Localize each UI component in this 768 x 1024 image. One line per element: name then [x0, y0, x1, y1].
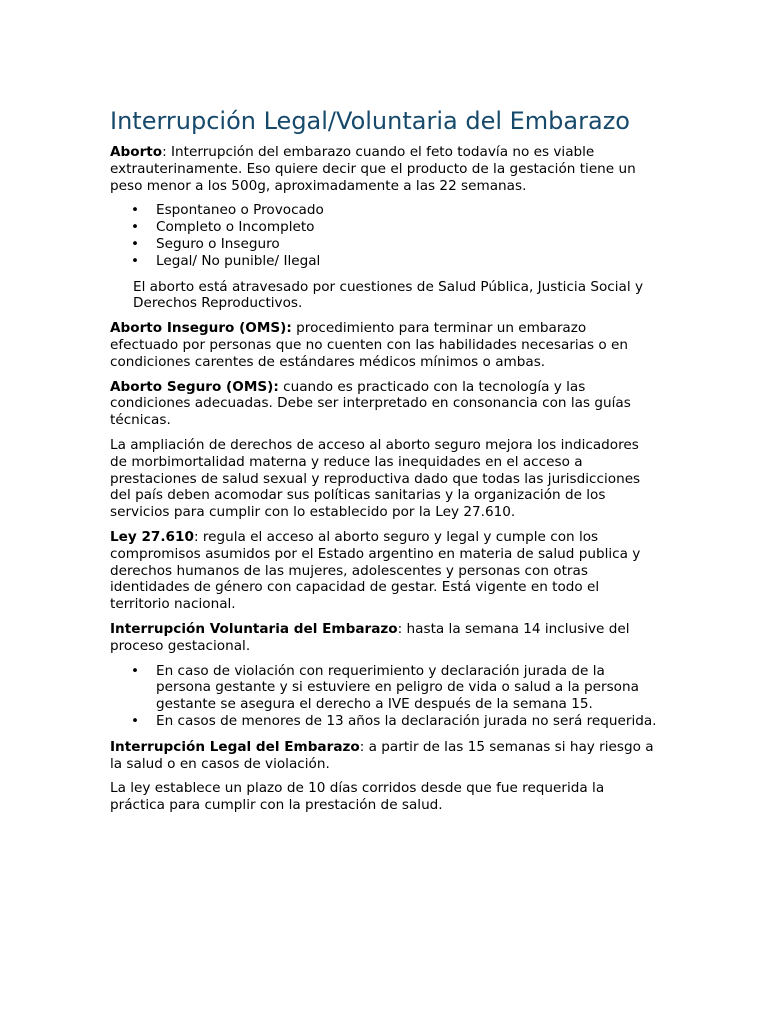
ive-conditions-list: [110, 663, 658, 730]
list-item-text: Seguro o Inseguro: [156, 235, 280, 252]
paragraph-plazo: La ley establece un plazo de 10 días corridos desde que fue requerida la práctica para cumplir con la prestación de salud.: [110, 780, 605, 814]
definition-ile-text: : a partir de las 15 semanas si hay riesgo a la salud o en casos de violación.: [110, 738, 654, 772]
abortion-types-list: [110, 202, 658, 269]
list-item: [110, 236, 658, 253]
list-item: [110, 663, 658, 713]
definition-ive-text: : hasta la semana 14 inclusive del proceso gestacional.: [110, 620, 630, 654]
list-item: [110, 219, 658, 236]
document-title: Interrupción Legal/Voluntaria del Embarazo: [110, 107, 630, 135]
list-item-text: Espontaneo o Provocado: [156, 202, 324, 219]
list-item: [110, 713, 658, 730]
list-item-text: Completo o Incompleto: [156, 219, 315, 236]
paragraph-context: El aborto está atravesado por cuestiones de Salud Pública, Justicia Social y Derechos Reproductivos.: [133, 278, 644, 312]
list-item: [110, 253, 658, 270]
term-aborto-inseguro: Aborto Inseguro (OMS):: [110, 320, 292, 337]
definition-aborto-seguro: [110, 379, 658, 429]
term-ive: Interrupción Voluntaria del Embarazo: [110, 620, 398, 637]
bullet-icon: •: [130, 252, 140, 269]
list-item: [110, 202, 658, 219]
definition-ive: [110, 621, 658, 655]
term-ile: Interrupción Legal del Embarazo: [110, 738, 360, 755]
definition-ile: [110, 739, 658, 773]
bullet-icon: •: [130, 662, 140, 679]
bullet-icon: •: [130, 219, 140, 236]
document-page: [110, 106, 658, 822]
definition-ley-text: : regula el acceso al aborto seguro y legal y cumple con los compromisos asumidos por el Estado argentino en materia de salud publica y derechos humanos de las mujeres, adolescentes y personas con otras identidades de género con capacidad de gestar. Está vigente en todo el territorio nacional.: [110, 528, 641, 613]
list-item-text: Legal/ No punible/ Ilegal: [156, 252, 321, 269]
bullet-icon: •: [130, 202, 140, 219]
definition-aborto-text: : Interrupción del embarazo cuando el feto todavía no es viable extrauterinamente. Eso quiere decir que el producto de la gestación tiene un peso menor a los 500g, aproximadamente a las 22 semanas.: [110, 144, 636, 194]
definition-aborto: [110, 144, 658, 194]
list-item-text: En casos de menores de 13 años la declaración jurada no será requerida.: [156, 712, 657, 729]
definition-aborto-inseguro: [110, 320, 658, 370]
term-ley: Ley 27.610: [110, 528, 194, 545]
definition-aborto-inseguro-text: procedimiento para terminar un embarazo efectuado por personas que no cuenten con las habilidades necesarias o en condiciones carentes de estándares médicos mínimos o ambas.: [110, 320, 629, 370]
bullet-icon: •: [130, 712, 140, 729]
bullet-icon: •: [130, 235, 140, 252]
term-aborto-seguro: Aborto Seguro (OMS):: [110, 378, 279, 395]
definition-aborto-seguro-text: cuando es practicado con la tecnología y las condiciones adecuadas. Debe ser interpretado en consonancia con las guías técnicas.: [110, 378, 631, 429]
definition-ley: [110, 529, 658, 613]
list-item-text: En caso de violación con requerimiento y declaración jurada de la persona gestante y si estuviere en peligro de vida o salud a la persona gestante se asegura el derecho a IVE después de la semana 15.: [156, 662, 639, 713]
paragraph-derechos: La ampliación de derechos de acceso al aborto seguro mejora los indicadores de morbimortalidad materna y reduce las inequidades en el acceso a prestaciones de salud sexual y reproductiva dado que todas las jurisdicciones del país deben acomodar sus políticas sanitarias y la organización de los servicios para cumplir con lo establecido por la Ley 27.610.: [110, 436, 641, 521]
term-aborto: Aborto: [110, 144, 163, 160]
